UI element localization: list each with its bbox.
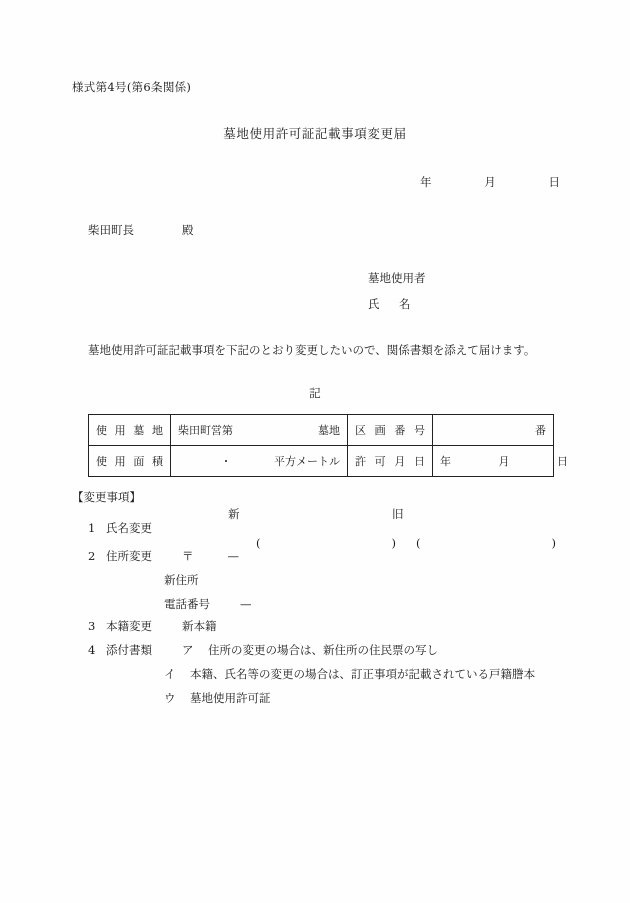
form-number: 様式第4号(第6条関係) [72,80,192,94]
applicant-name-label: 氏 名 [368,297,415,311]
column-header-new: 新 [228,507,240,521]
paren-open: ( [416,536,421,550]
changes-heading: 【変更事項】 [72,490,141,504]
body-paragraph: 墓地使用許可証記載事項を下記のとおり変更したいので、関係書類を添えて届けます。 [88,343,536,357]
permit-day-label: 日 [557,455,568,468]
item-number: 2 [88,549,96,563]
addressee-line [88,222,194,238]
cell-value-block-number: 番 [433,415,554,446]
column-header-old: 旧 [392,507,404,521]
paren-close: ) [551,536,556,550]
change-item-address [88,548,239,564]
table-row [89,415,554,446]
attachment-text-i: 本籍、氏名等の変更の場合は、訂正事項が記載されている戸籍謄本 [190,667,535,681]
item-label: 添付書類 [106,643,152,657]
attachment-mark-a: ア [182,643,194,657]
phone-line [164,596,252,612]
attachment-text-a: 住所の変更の場合は、新住所の住民票の写し [208,643,438,657]
cell-label-block-number: 区画番号 [348,415,433,446]
paren-close: ) [391,536,396,550]
change-item-attachments [88,642,438,658]
addressee-honorific: 殿 [182,223,194,237]
attachment-mark-i: イ [164,667,176,681]
new-registry-label: 新本籍 [182,619,217,633]
date-day-label: 日 [548,175,560,189]
permit-year-label: 年 [440,455,451,468]
cell-label-area: 使用面積 [89,446,171,477]
item-number: 1 [88,521,96,535]
zip-dash: — [227,549,239,563]
cell-value-permit-date [433,446,568,477]
item-label: 氏名変更 [106,521,152,535]
grave-site-suffix: 墓地 [318,424,340,437]
phone-label: 電話番号 [164,597,210,611]
zip-symbol: 〒 [182,549,194,563]
cell-label-grave-site: 使用墓地 [89,415,171,446]
ki-marker: 記 [309,386,321,400]
item-number: 3 [88,619,96,633]
item-number: 4 [88,643,96,657]
paren-open: ( [256,536,261,550]
item-label: 住所変更 [106,549,152,563]
cell-value-grave-site [171,415,348,446]
cell-value-area [171,446,348,477]
permit-month-label: 月 [498,455,510,468]
addressee-name: 柴田町長 [88,223,134,237]
permit-info-table [88,414,568,477]
area-unit: 平方メートル [274,455,340,468]
date-year-label: 年 [420,175,432,189]
attachment-row-i [164,666,535,682]
table-row [89,446,554,477]
date-line [420,174,560,190]
change-item-registry [88,618,217,634]
attachment-row-u [164,690,271,706]
applicant-role-label: 墓地使用者 [368,271,426,285]
name-old-field [416,536,556,550]
attachment-mark-u: ウ [164,691,176,705]
cell-label-permit-date: 許可月日 [348,446,433,477]
date-month-label: 月 [484,175,496,189]
new-address-label: 新住所 [164,573,199,587]
page-title: 墓地使用許可証記載事項変更届 [223,126,407,141]
name-new-field [256,536,396,550]
grave-site-prefix: 柴田町営第 [178,424,233,437]
attachment-text-u: 墓地使用許可証 [190,691,271,705]
phone-dash: — [240,597,252,611]
item-label: 本籍変更 [106,619,152,633]
change-item-name [88,520,556,550]
area-dot-separator: ・ [220,455,232,468]
